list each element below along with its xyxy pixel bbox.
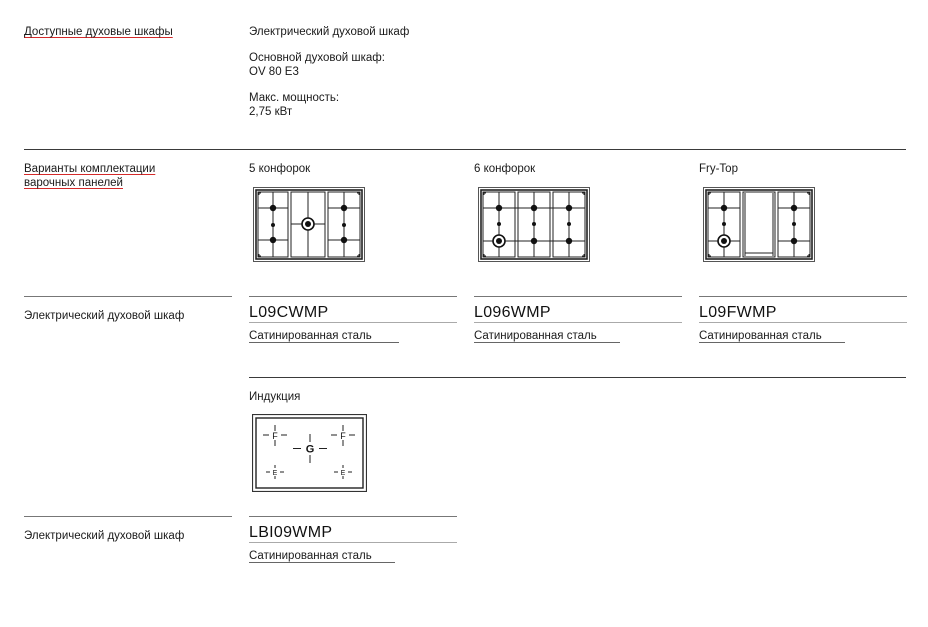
ovens-label: Доступные духовые шкафы — [24, 26, 173, 38]
power-value: 2,75 кВт — [249, 106, 293, 118]
finish-underline — [249, 562, 395, 563]
zone-label: E — [272, 470, 278, 477]
row-divider — [249, 516, 457, 517]
5-burner-hob-diagram — [253, 187, 365, 262]
finish-underline — [249, 342, 399, 343]
model-code[interactable]: L09CWMP — [249, 304, 329, 321]
main-oven-label: Основной духовой шкаф: — [249, 52, 385, 64]
zone-label: F — [272, 431, 278, 441]
zone-label: E — [340, 470, 346, 477]
model-finish: Сатинированная сталь — [474, 330, 597, 342]
model-code[interactable]: LBI09WMP — [249, 524, 333, 541]
fry-top-hob-diagram — [703, 187, 815, 262]
induction-hob-diagram — [252, 414, 367, 492]
zone-label: F — [340, 431, 346, 441]
model-finish: Сатинированная сталь — [249, 550, 372, 562]
model-code[interactable]: L09FWMP — [699, 304, 777, 321]
6-burner-hob-diagram — [478, 187, 590, 262]
row-divider — [699, 296, 907, 297]
row-divider — [249, 296, 457, 297]
row-divider — [24, 296, 232, 297]
code-underline — [699, 322, 907, 323]
finish-underline — [474, 342, 620, 343]
main-oven-value: OV 80 E3 — [249, 66, 299, 78]
variant-title-frytop: Fry-Top — [699, 163, 738, 175]
gas-row-label: Электрический духовой шкаф — [24, 310, 185, 322]
variant-title-5: 5 конфорок — [249, 163, 311, 175]
induction-row-label: Электрический духовой шкаф — [24, 530, 185, 542]
hob-options-label-1: Варианты комплектации — [24, 163, 156, 175]
finish-underline — [699, 342, 845, 343]
variant-title-6: 6 конфорок — [474, 163, 536, 175]
code-underline — [474, 322, 682, 323]
model-finish: Сатинированная сталь — [699, 330, 822, 342]
section-divider — [24, 149, 906, 150]
induction-title: Индукция — [249, 391, 301, 403]
oven-type: Электрический духовой шкаф — [249, 26, 410, 38]
code-underline — [249, 322, 457, 323]
zone-label: G — [305, 443, 315, 456]
model-finish: Сатинированная сталь — [249, 330, 372, 342]
row-divider — [24, 516, 232, 517]
section-divider — [249, 377, 906, 378]
hob-options-label-2: варочных панелей — [24, 177, 123, 189]
power-label: Макс. мощность: — [249, 92, 340, 104]
code-underline — [249, 542, 457, 543]
row-divider — [474, 296, 682, 297]
model-code[interactable]: L096WMP — [474, 304, 551, 321]
